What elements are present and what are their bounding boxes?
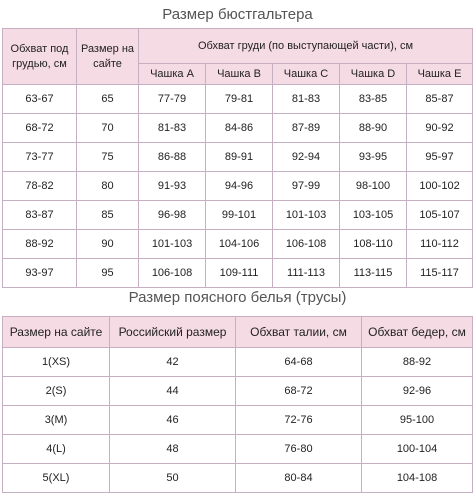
cup-cell: 89-91: [206, 143, 273, 172]
underbust-cell: 63-67: [3, 85, 77, 114]
size-cell: 95: [77, 259, 139, 288]
bra-size-table: [2, 28, 473, 288]
russian-size-cell: 50: [110, 464, 236, 493]
cup-cell: 99-101: [206, 201, 273, 230]
site-size-cell: 5(XL): [3, 464, 110, 493]
underbust-cell: 83-87: [3, 201, 77, 230]
header-site-size: Размер на сайте: [3, 317, 110, 348]
panties-size-title: Размер поясного белья (трусы): [128, 289, 347, 306]
cup-cell: 83-85: [340, 85, 407, 114]
header-cup-b: Чашка B: [206, 64, 273, 85]
cup-cell: 77-79: [139, 85, 206, 114]
cup-cell: 84-86: [206, 114, 273, 143]
cup-cell: 104-106: [206, 230, 273, 259]
waist-cell: 64-68: [236, 348, 362, 377]
underbust-cell: 93-97: [3, 259, 77, 288]
header-cup-a: Чашка A: [139, 64, 206, 85]
table-row: [3, 348, 473, 377]
table-row: [3, 259, 473, 288]
cup-cell: 90-92: [407, 114, 473, 143]
cup-cell: 94-96: [206, 172, 273, 201]
russian-size-cell: 46: [110, 406, 236, 435]
table-row: [3, 114, 473, 143]
site-size-cell: 1(XS): [3, 348, 110, 377]
table-row: [3, 201, 473, 230]
cup-cell: 103-105: [340, 201, 407, 230]
header-cup-e: Чашка E: [407, 64, 473, 85]
underbust-cell: 88-92: [3, 230, 77, 259]
cup-cell: 101-103: [139, 230, 206, 259]
cup-cell: 108-110: [340, 230, 407, 259]
table-row: [3, 172, 473, 201]
cup-cell: 110-112: [407, 230, 473, 259]
size-cell: 80: [77, 172, 139, 201]
cup-cell: 106-108: [139, 259, 206, 288]
site-size-cell: 4(L): [3, 435, 110, 464]
size-cell: 90: [77, 230, 139, 259]
waist-cell: 68-72: [236, 377, 362, 406]
header-waist: Обхват талии, см: [236, 317, 362, 348]
site-size-cell: 3(M): [3, 406, 110, 435]
cup-cell: 87-89: [273, 114, 340, 143]
header-site-size: Размер на сайте: [77, 29, 139, 85]
hips-cell: 100-104: [362, 435, 473, 464]
cup-cell: 88-90: [340, 114, 407, 143]
cup-cell: 113-115: [340, 259, 407, 288]
cup-cell: 105-107: [407, 201, 473, 230]
cup-cell: 115-117: [407, 259, 473, 288]
cup-cell: 81-83: [273, 85, 340, 114]
header-russian-size: Российский размер: [110, 317, 236, 348]
cup-cell: 92-94: [273, 143, 340, 172]
cup-cell: 93-95: [340, 143, 407, 172]
cup-cell: 91-93: [139, 172, 206, 201]
cup-cell: 111-113: [273, 259, 340, 288]
size-cell: 85: [77, 201, 139, 230]
cup-cell: 85-87: [407, 85, 473, 114]
size-cell: 70: [77, 114, 139, 143]
bra-size-title: Размер бюстгальтера: [162, 6, 313, 23]
size-cell: 75: [77, 143, 139, 172]
hips-cell: 92-96: [362, 377, 473, 406]
russian-size-cell: 48: [110, 435, 236, 464]
waist-cell: 80-84: [236, 464, 362, 493]
waist-cell: 76-80: [236, 435, 362, 464]
russian-size-cell: 42: [110, 348, 236, 377]
table-row: [3, 377, 473, 406]
site-size-cell: 2(S): [3, 377, 110, 406]
waist-cell: 72-76: [236, 406, 362, 435]
header-cup-d: Чашка D: [340, 64, 407, 85]
underbust-cell: 68-72: [3, 114, 77, 143]
table-row: [3, 406, 473, 435]
underbust-cell: 78-82: [3, 172, 77, 201]
header-bust: Обхват груди (по выступающей части), см: [139, 29, 473, 64]
hips-cell: 88-92: [362, 348, 473, 377]
header-hips: Обхват бедер, см: [362, 317, 473, 348]
table-row: [3, 435, 473, 464]
cup-cell: 109-111: [206, 259, 273, 288]
cup-cell: 101-103: [273, 201, 340, 230]
cup-cell: 86-88: [139, 143, 206, 172]
cup-cell: 96-98: [139, 201, 206, 230]
panties-size-table: [2, 316, 473, 493]
cup-cell: 97-99: [273, 172, 340, 201]
table-row: [3, 230, 473, 259]
size-cell: 65: [77, 85, 139, 114]
underbust-cell: 73-77: [3, 143, 77, 172]
table-row: [3, 143, 473, 172]
cup-cell: 81-83: [139, 114, 206, 143]
russian-size-cell: 44: [110, 377, 236, 406]
cup-cell: 106-108: [273, 230, 340, 259]
cup-cell: 79-81: [206, 85, 273, 114]
header-cup-c: Чашка C: [273, 64, 340, 85]
cup-cell: 95-97: [407, 143, 473, 172]
cup-cell: 98-100: [340, 172, 407, 201]
table-row: [3, 85, 473, 114]
header-underbust: Обхват под грудью, см: [3, 29, 77, 85]
table-row: [3, 464, 473, 493]
hips-cell: 104-108: [362, 464, 473, 493]
cup-cell: 100-102: [407, 172, 473, 201]
hips-cell: 95-100: [362, 406, 473, 435]
